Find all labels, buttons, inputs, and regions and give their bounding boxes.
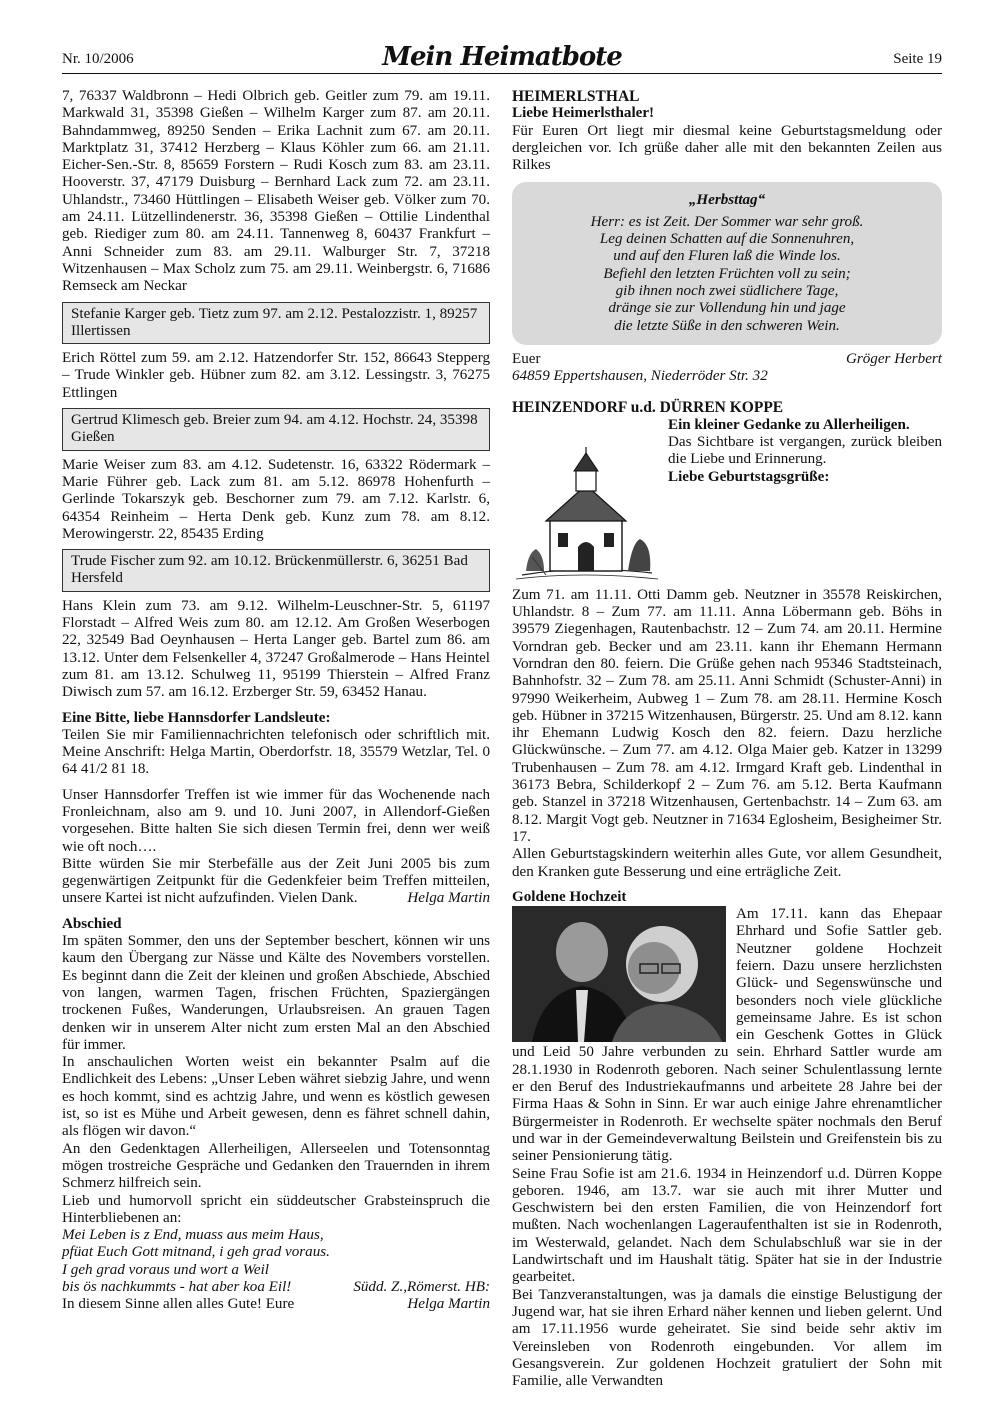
signature-name: Gröger Herbert xyxy=(845,350,942,367)
birthday-greetings-text: Zum 71. am 11.11. Otti Damm geb. Neutzner in 35578 Reiskirchen, Uhlandstr. 8 – Zum 77. am 11.11. Anna Löbermann geb. Böhs in 39579 Ziegenhagen, Rautenbachstr. 12 – Zum 74. am 20.11. Hermine Vorndran geb. Becker und am 23.11. kann ihr Ehemann Hermann Vorndran den 80. feiern. Die Grüße gehen nach 95346 Stadtsteinach, Bahnhofstr. 32 – Zum 78. am 25.11. Anni Schmidt (Schuster-Anni) in 97990 Weikerheim, Aubweg 1 – Zum 78. am 28.11. Hermine Kosch geb. Hübner in 37215 Witzenhausen, Bürgerstr. 25. Und am 8.12. kann ihr Ehemann Ludwig Kosch den 82. feiern. Dazu herzliche Glückwünsche. – Zum 77. am 4.12. Olga Maier geb. Katzer in 13299 Trubenhausen – Zum 78. am 4.12. Irmgard Kraft geb. Lindenthal in 36173 Bebra, Schilderkopf 2 – Zum 76. am 5.12. Berta Kaufmann geb. Stanzel in 37218 Witzenhausen, Gertenbachstr. 14 – Zum 63. am 8.12. Margit Vogt geb. Neutzner in 71634 Eglosheim, Besigheimer Str. 17. xyxy=(512,586,942,845)
meeting-text: Unser Hannsdorfer Treffen ist wie immer für das Wochenende nach Fronleichnam, also am 9. und 10. Juni 2007, in Allendorf-Gießen vorgesehen. Bitte halten Sie sich diesen Termin frei, denn wer weiß wie oft noch…. xyxy=(62,786,490,855)
couple-photo xyxy=(512,906,726,1042)
poem-line: die letzte Süße in den schweren Wein. xyxy=(614,317,840,334)
farewell-para-2: In anschaulichen Worten weist ein bekannter Psalm auf die Endlichkeit des Lebens: „Unser Leben währet siebzig Jahre, und wenn es hoch kommt, sind es achtzig Jahre, und wenn es köstlich gewesen ist, so ist es Mühe und Arbeit gewesen, denn es fähret schnell dahin, als flögen wir davon.“ xyxy=(62,1054,490,1140)
signature-helga-1: Helga Martin xyxy=(407,890,490,907)
header-rule xyxy=(62,73,942,74)
euer-text: Euer xyxy=(512,350,541,367)
farewell-heading: Abschied xyxy=(62,915,122,932)
highlight-text-1: Stefanie Karger geb. Tietz zum 97. am 2.12. Pestalozzistr. 1, 89257 Illertissen xyxy=(71,305,478,339)
highlight-box-1 xyxy=(62,302,490,345)
page-header xyxy=(62,40,942,74)
highlight-text-2: Gertrud Klimesch geb. Breier zum 94. am 4.12. Hochstr. 24, 35398 Gießen xyxy=(71,412,478,446)
page-number: Seite 19 xyxy=(893,51,942,67)
birthday-list-1: 7, 76337 Waldbronn – Hedi Olbrich geb. Geitler zum 79. am 19.11. Markwald 31, 35398 Gießen – Wilhelm Karger zum 87. am 20.11. Bahndammweg, 89250 Senden – Erika Lachnit zum 67. am 20.11. Marktplatz 31, 37412 Herzberg – Klaus Köhler zum 66. am 21.11. Eicher-Sen.-Str. 8, 85659 Forstern – Rudi Kosch zum 83. am 23.11. Hooverstr. 37, 47179 Duisburg – Bernhard Lack zum 72. am 23.11. Uhlandstr., 73460 Hüttlingen – Elisabeth Weiser geb. Völker zum 70. am 24.11. Lützellindenerstr. 36, 35398 Gießen – Ottilie Lindenthal geb. Riediger zum 80. am 24.11. Tannenweg 8, 60437 Frankfurt – Anni Schneider zum 83. am 29.11. Walburger Str. 7, 37218 Witzenhausen – Max Scholz zum 75. am 29.11. Weinbergstr. 6, 71686 Remseck am Neckar xyxy=(62,88,490,295)
poem-line: Leg deinen Schatten auf die Sonnenuhren, xyxy=(599,231,855,248)
poem-box xyxy=(512,182,942,344)
poem-line: gib ihnen noch zwei südlichere Tage, xyxy=(615,282,839,299)
golden-wedding-para-2: Seine Frau Sofie ist am 21.6. 1934 in Heinzendorf u.d. Dürren Koppe geboren. 1946, am 13.7. war sie auch mit ihrer Mutter und Geschwistern bei den ersten Familien, die von Heinzendorf fort mußten. Nach wochenlangen Lageraufenthalten ist sie in Rodenroth, im Westerwald, gelandet. Nach dem Schulabschluß war sie in der Landwirtschaft und im Haushalt tätig. Später hat sie in der Industrie gearbeitet. xyxy=(512,1165,942,1286)
highlight-text-3: Trude Fischer zum 92. am 10.12. Brückenmüllerstr. 6, 36251 Bad Hersfeld xyxy=(71,553,468,587)
highlight-box-3 xyxy=(62,549,490,592)
verse-line-4: bis ös nachkummts - hat aber koa Eil! xyxy=(62,1279,292,1295)
verse-source: Südd. Z.,Römerst. HB: xyxy=(353,1279,490,1295)
golden-wedding-heading: Goldene Hochzeit xyxy=(512,888,627,905)
chapel-side-text xyxy=(668,417,942,587)
birthday-list-2: Erich Röttel zum 59. am 2.12. Hatzendorfer Str. 152, 86643 Stepperg – Trude Winkler geb. Hübner zum 82. am 3.12. Lessingstr. 3, 76275 Ettlingen xyxy=(62,350,490,401)
verse-line-3: I geh grad voraus und wort a Weil xyxy=(62,1261,269,1278)
issue-number: Nr. 10/2006 xyxy=(62,51,134,67)
request-text: Teilen Sie mir Familiennachrichten telefonisch oder schriftlich mit. Meine Anschrift: Helga Martin, Oberdorfstr. 18, 35579 Wetzlar, Tel. 0 64 41/2 81 18. xyxy=(62,726,490,778)
heinzendorf-heading: HEINZENDORF u.d. DÜRREN KOPPE xyxy=(512,399,784,417)
chapel-block xyxy=(512,417,942,587)
verse-line-1: Mei Leben is z End, muass aus meim Haus, xyxy=(62,1227,324,1244)
poem-signature-row xyxy=(512,351,942,368)
poem-line: dränge sie zur Vollendung hin und jage xyxy=(608,300,846,317)
golden-wedding-block xyxy=(512,906,942,1165)
signature-address: 64859 Eppertshausen, Niederröder Str. 32 xyxy=(512,368,768,385)
poem-line: und auf den Fluren laß die Winde los. xyxy=(613,248,841,265)
heimerlsthal-heading: HEIMERLSTHAL xyxy=(512,88,640,105)
golden-wedding-para-1: Am 17.11. kann das Ehepaar Ehrhard und Sofie Sattler geb. Neutzner goldene Hochzeit feiern. Dazu unsere herzlichsten Glück- und Segenswünsche und besonders noch viele glückliche gemeinsame Jahre. Es ist schon ein Geschenk Gottes in Glück und Leid 50 Jahre verbunden zu sein. Ehrhard Sattler wurde am 28.1.1930 in Rodenroth geboren. Nach seiner Schulentlassung lernte er den Beruf des Industriekaufmanns und arbeitete 28 Jahre bei der Firma Haas & Sohn in Sinn. Er war auch einige Jahre ehrenamtlicher Bürgermeister in Rodenroth. Er wechselte später nochmals den Beruf und war in der Gemeindeverwaltung Beilstein und Greifenstein bis zu seiner Pensionierung tätig. xyxy=(512,906,942,1165)
farewell-para-1: Im späten Sommer, den uns der September beschert, können wir uns kaum den Übergang zur Nässe und Kälte des Novembers vorstellen. Es beginnt dann die Zeit der kleinen und großen Abschiede, Abschied von langen, warmen Tagen, frischen Früchten, Spaziergängen trockenen Fußes, Wanderungen, Urlaubsreisen. An grauen Tagen denken wir in unserem Alter nicht zum ersten Mal an den Abschied für immer. xyxy=(62,933,490,1053)
deaths-request-text: Bitte würden Sie mir Sterbefälle aus der Zeit Juni 2005 bis zum gegenwärtigen Zeitpunkt für die Gedenkfeier beim Treffen mitteilen, unsere Kartei ist nicht aufzufinden. Vielen Dank. Helga Martin xyxy=(62,855,490,907)
masthead-title: Mein Heimatbote xyxy=(382,42,622,72)
wishes-text: Allen Geburtstagskindern weiterhin alles Gute, vor allem Gesundheit, den Kranken gute Besserung und eine erträgliche Zeit. xyxy=(512,846,942,880)
birthday-greetings-heading: Liebe Geburtstagsgrüße: xyxy=(668,468,830,485)
chapel-illustration xyxy=(512,447,660,587)
golden-wedding-para-3: Bei Tanzveranstaltungen, was ja damals die einstige Belustigung der Jugend war, hat sie ihren Erhard näher kennen und lieben gelernt. Und am 17.11.1956 wurde geheiratet. Sie sind beide sehr aktiv im Vereinsleben von Rodenroth eingebunden. Vor allem im Gesangsverein. Zur goldenen Hochzeit gratuliert der Sohn mit Familie, alle Verwandten xyxy=(512,1286,942,1390)
thought-heading: Ein kleiner Gedanke zu Allerheiligen. xyxy=(668,416,910,433)
signature-helga-2: Helga Martin xyxy=(407,1296,490,1313)
verse-last-row xyxy=(62,1279,490,1296)
farewell-para-4: Lieb und humorvoll spricht ein süddeutscher Grabsteinspruch die Hinterbliebenen an: xyxy=(62,1192,490,1226)
heimerlsthal-intro: Für Euren Ort liegt mir diesmal keine Geburtstagsmeldung oder dergleichen vor. Ich grüße daher alle mit den bekannten Zeilen aus Rilkes xyxy=(512,122,942,174)
poem-line: Herr: es ist Zeit. Der Sommer war sehr groß. xyxy=(590,213,864,230)
verse-line-2: pfüat Euch Gott mitnand, i geh grad voraus. xyxy=(62,1244,330,1261)
closing-row xyxy=(62,1296,490,1313)
poem-line: Befiehl den letzten Früchten voll zu sein; xyxy=(603,265,851,282)
request-heading: Eine Bitte, liebe Hannsdorfer Landsleute: xyxy=(62,709,331,726)
highlight-box-2 xyxy=(62,408,490,451)
farewell-para-3: An den Gedenktagen Allerheiligen, Allerseelen und Totensonntag mögen trostreiche Gespräche und Gedanken den Trauernden in ihrem Schmerz hilfreich sein. xyxy=(62,1140,490,1192)
poem-title: „Herbsttag“ xyxy=(688,192,766,209)
birthday-list-4: Hans Klein zum 73. am 9.12. Wilhelm-Leuschner-Str. 5, 61197 Florstadt – Alfred Weis zum 80. am 12.12. Am Großen Weserbogen 22, 32549 Bad Oeynhausen – Herta Langer geb. Bartel zum 86. am 13.12. Unter dem Felsenkeller 4, 37247 Großalmerode – Hans Heintel zum 81. am 13.12. Schulweg 11, 95199 Thierstein – Alfred Franz Diwisch zum 57. am 16.12. Erzberger Str. 59, 63452 Hanau. xyxy=(62,597,490,701)
birthday-list-3: Marie Weiser zum 83. am 4.12. Sudetenstr. 16, 63322 Rödermark – Marie Führer geb. Lack zum 81. am 5.12. 86978 Hohenfurth – Gerlinde Tokarszyk geb. Beschorner zum 79. am 7.12. Karlstr. 6, 64354 Reinheim – Herta Denk geb. Kunz zum 78. am 8.12. Merowingerstr. 22, 85435 Erding xyxy=(62,456,490,542)
closing-text: In diesem Sinne allen alles Gute! Eure xyxy=(62,1296,295,1313)
thought-text: Das Sichtbare ist vergangen, zurück bleiben die Liebe und Erinnerung. xyxy=(668,434,942,468)
right-column xyxy=(512,88,942,1390)
left-column xyxy=(62,88,490,1314)
heimerlsthal-greeting: Liebe Heimerlsthaler! xyxy=(512,105,655,122)
